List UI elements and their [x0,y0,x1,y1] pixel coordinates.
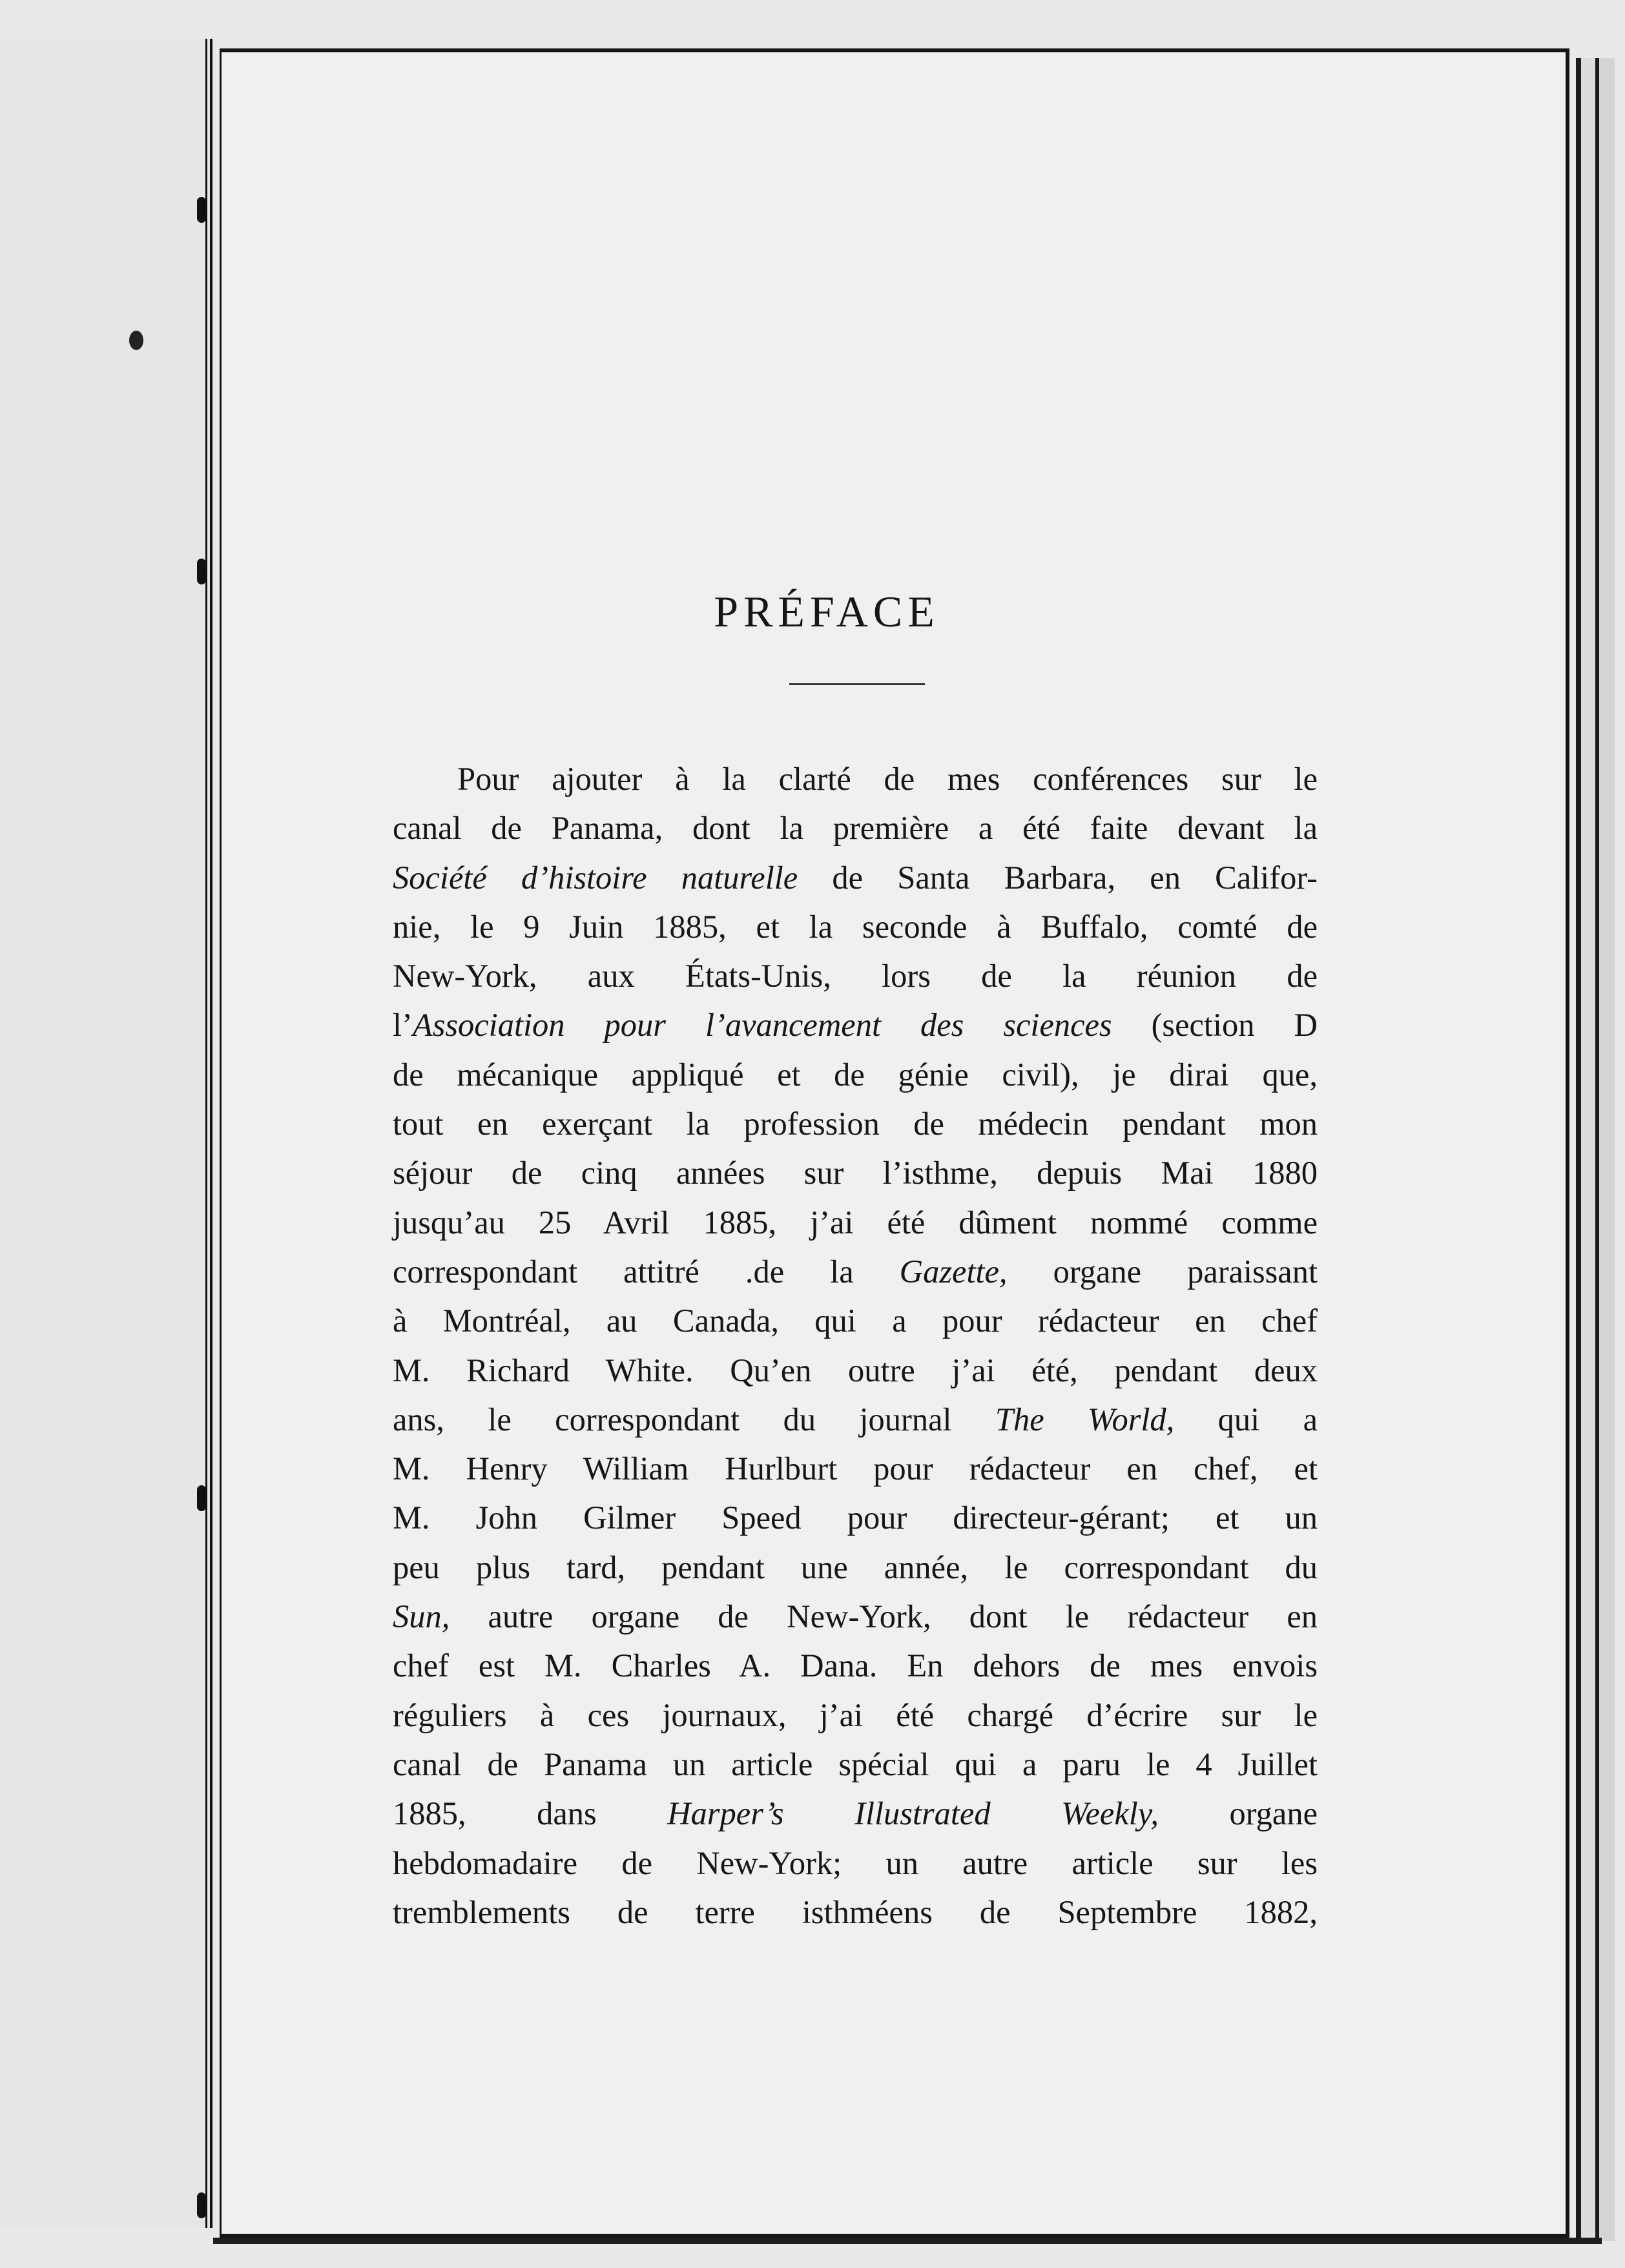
text-line [393,1493,1318,1542]
binding-mark [197,197,206,223]
text-run: séjour de cinq années sur l’isthme, depuis Mai 1880 [393,1155,1318,1191]
text-run: jusqu’au 25 Avril 1885, j’ai été dûment nommé comme [393,1204,1318,1241]
text-run: de Santa Barbara, en Califor- [798,859,1318,896]
text-run: autre organe de New-York, dont le rédacteur en [450,1598,1318,1635]
text-run: hebdomadaire de New-York; un autre article sur les [393,1844,1318,1881]
text-run: l’ [393,1007,413,1044]
text-line [393,1641,1318,1690]
italic-text: Société d’histoire naturelle [393,859,798,896]
text-run: organe paraissant [1007,1253,1318,1290]
binding-mark [197,2192,206,2218]
facing-page-strip [0,39,212,2228]
text-run: chef est M. Charles A. Dana. En dehors de mes envois [393,1647,1318,1684]
text-run: nie, le 9 Juin 1885, et la seconde à Buffalo, comté de [393,908,1318,945]
text-run: peu plus tard, pendant une année, le correspondant du [393,1549,1318,1585]
ink-speck [129,331,143,350]
text-run: 1885, dans [393,1795,668,1832]
text-line [393,951,1318,1000]
text-line [393,1247,1318,1296]
text-run: Pour ajouter à la clarté de mes conférences sur le [457,761,1318,797]
text-line [393,1198,1318,1247]
text-line [393,1888,1318,1937]
text-run: canal de Panama, dont la première a été faite devant la [393,810,1318,847]
italic-text: Sun, [393,1598,450,1635]
text-line [393,1543,1318,1592]
text-run: à Montréal, au Canada, qui a pour rédacteur en chef [393,1303,1318,1339]
text-line [393,1592,1318,1641]
preface-body [393,754,1318,1937]
binding-mark [197,1485,206,1511]
text-line [393,853,1318,902]
text-run: qui a [1174,1401,1318,1438]
page-heading: PRÉFACE [714,587,940,636]
text-line [393,803,1318,852]
text-run: ans, le correspondant du journal [393,1401,995,1438]
text-run: de mécanique appliqué et de génie civil), je dirai que, [393,1056,1318,1093]
text-line [393,1296,1318,1345]
text-line [393,1740,1318,1789]
text-line [393,1000,1318,1049]
text-run: canal de Panama un article spécial qui a paru le 4 Juillet [393,1746,1318,1782]
text-run: New-York, aux États-Unis, lors de la réunion de [393,958,1318,995]
text-line [393,1444,1318,1493]
text-run: M. John Gilmer Speed pour directeur-gérant; et un [393,1500,1318,1536]
text-line [393,1346,1318,1395]
text-line [393,1148,1318,1197]
text-line [393,1099,1318,1148]
italic-text: Gazette, [899,1253,1008,1290]
text-run: M. Henry William Hurlburt pour rédacteur en chef, et [393,1450,1318,1487]
text-run: correspondant attitré .de la [393,1253,900,1290]
text-line [393,1789,1318,1838]
text-line [393,1839,1318,1888]
text-run: organe [1159,1795,1318,1832]
italic-text: Harper’s Illustrated Weekly, [667,1795,1159,1832]
text-run: M. Richard White. Qu’en outre j’ai été, pendant deux [393,1352,1318,1388]
text-line [393,754,1318,803]
page-bottom-edge [213,2238,1602,2244]
binding-mark [197,559,206,584]
text-run: réguliers à ces journaux, j’ai été chargé d’écrire sur le [393,1696,1318,1733]
text-line [393,902,1318,951]
text-run: tout en exerçant la profession de médecin pendant mon [393,1106,1318,1142]
text-line [393,1691,1318,1740]
text-run: tremblements de terre isthméens de Septembre 1882, [393,1893,1318,1930]
page-edge-shadow [1576,58,1615,2241]
italic-text: The World, [995,1401,1175,1438]
facing-page-edge [205,39,207,2228]
italic-text: Association pour l’avancement des sciences [412,1007,1112,1044]
heading-rule [789,683,925,685]
text-run: (section D [1112,1007,1318,1044]
text-line [393,1395,1318,1444]
text-line [393,1050,1318,1099]
